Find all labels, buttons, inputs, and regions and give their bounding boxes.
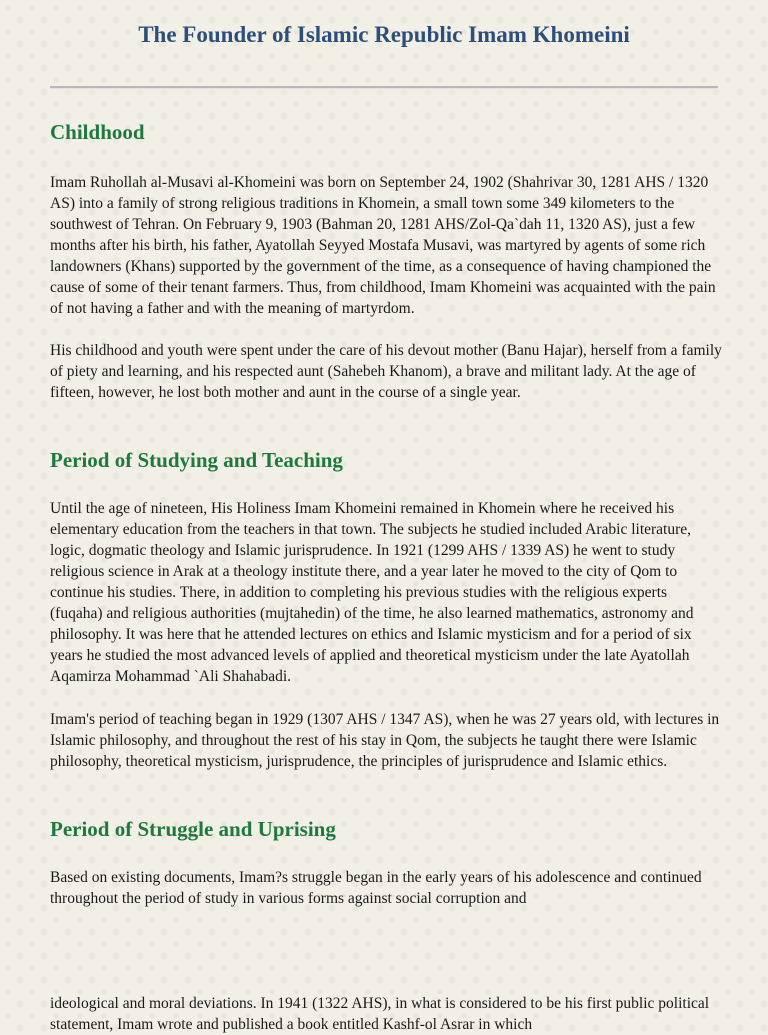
paragraph-struggle-continuation: ideological and moral deviations. In 1941 (1322 AHS), in what is considered to be his first public political statement, Imam wrote and published a book entitled Kashf-ol Asrar in which (50, 995, 710, 1033)
paragraph-struggle-beginning: Based on existing documents, Imam?s struggle began in the early years of his adolescence and continued throughout the period of study in various forms against social corruption and (50, 869, 702, 907)
section-heading-studying-teaching: Period of Studying and Teaching (50, 448, 343, 472)
page-title: The Founder of Islamic Republic Imam Khomeini (138, 22, 630, 47)
paragraph-childhood-youth: His childhood and youth were spent under the care of his devout mother (Banu Hajar), herself from a family of piety and learning, and his respected aunt (Sahebeh Khanom), a brave and militant lady. At the age of fifteen, however, he lost both mother and aunt in the course of a single year. (50, 342, 722, 401)
paragraph-teaching: Imam's period of teaching began in 1929 (1307 AHS / 1347 AS), when he was 27 years old, with lectures in Islamic philosophy, and throughout the rest of his stay in Qom, the subjects he taught there were Islamic philosophy, theoretical mysticism, jurisprudence, the principles of jurisprudence and Islamic ethics. (50, 711, 720, 770)
section-heading-struggle-uprising: Period of Struggle and Uprising (50, 817, 336, 841)
paragraph-studying: Until the age of nineteen, His Holiness Imam Khomeini remained in Khomein where he received his elementary education from the teachers in that town. The subjects he studied included Arabic literature, logic, dogmatic theology and Islamic jurisprudence. In 1921 (1299 AHS / 1339 AS) he went to study religious science in Arak at a theology institute there, and a year later he moved to the city of Qom to continue his studies. There, in addition to completing his previous studies with the religious experts (fuqaha) and religious authorities (mujtahedin) of the time, he also learned mathematics, astronomy and philosophy. It was here that he attended lectures on ethics and Islamic mysticism and for a period of six years he studied the most advanced levels of applied and theoretical mysticism under the late Ayatollah Aqamirza Mohammad `Ali Shahabadi. (50, 500, 694, 685)
section-heading-childhood: Childhood (50, 120, 145, 144)
title-divider (50, 86, 718, 89)
paragraph-childhood-birth: Imam Ruhollah al-Musavi al-Khomeini was born on September 24, 1902 (Shahrivar 30, 1281 AHS / 1320 AS) into a family of strong religious traditions in Khomein, a small town some 349 kilometers to the southwest of Tehran. On February 9, 1903 (Bahman 20, 1281 AHS/Zol-Qa`dah 11, 1320 AS), just a few months after his birth, his father, Ayatollah Seyyed Mostafa Musavi, was martyred by agents of some rich landowners (Khans) supported by the government of the time, as a consequence of having championed the cause of some of their tenant farmers. Thus, from childhood, Imam Khomeini was acquainted with the pain of not having a father and with the meaning of martyrdom. (50, 174, 716, 317)
